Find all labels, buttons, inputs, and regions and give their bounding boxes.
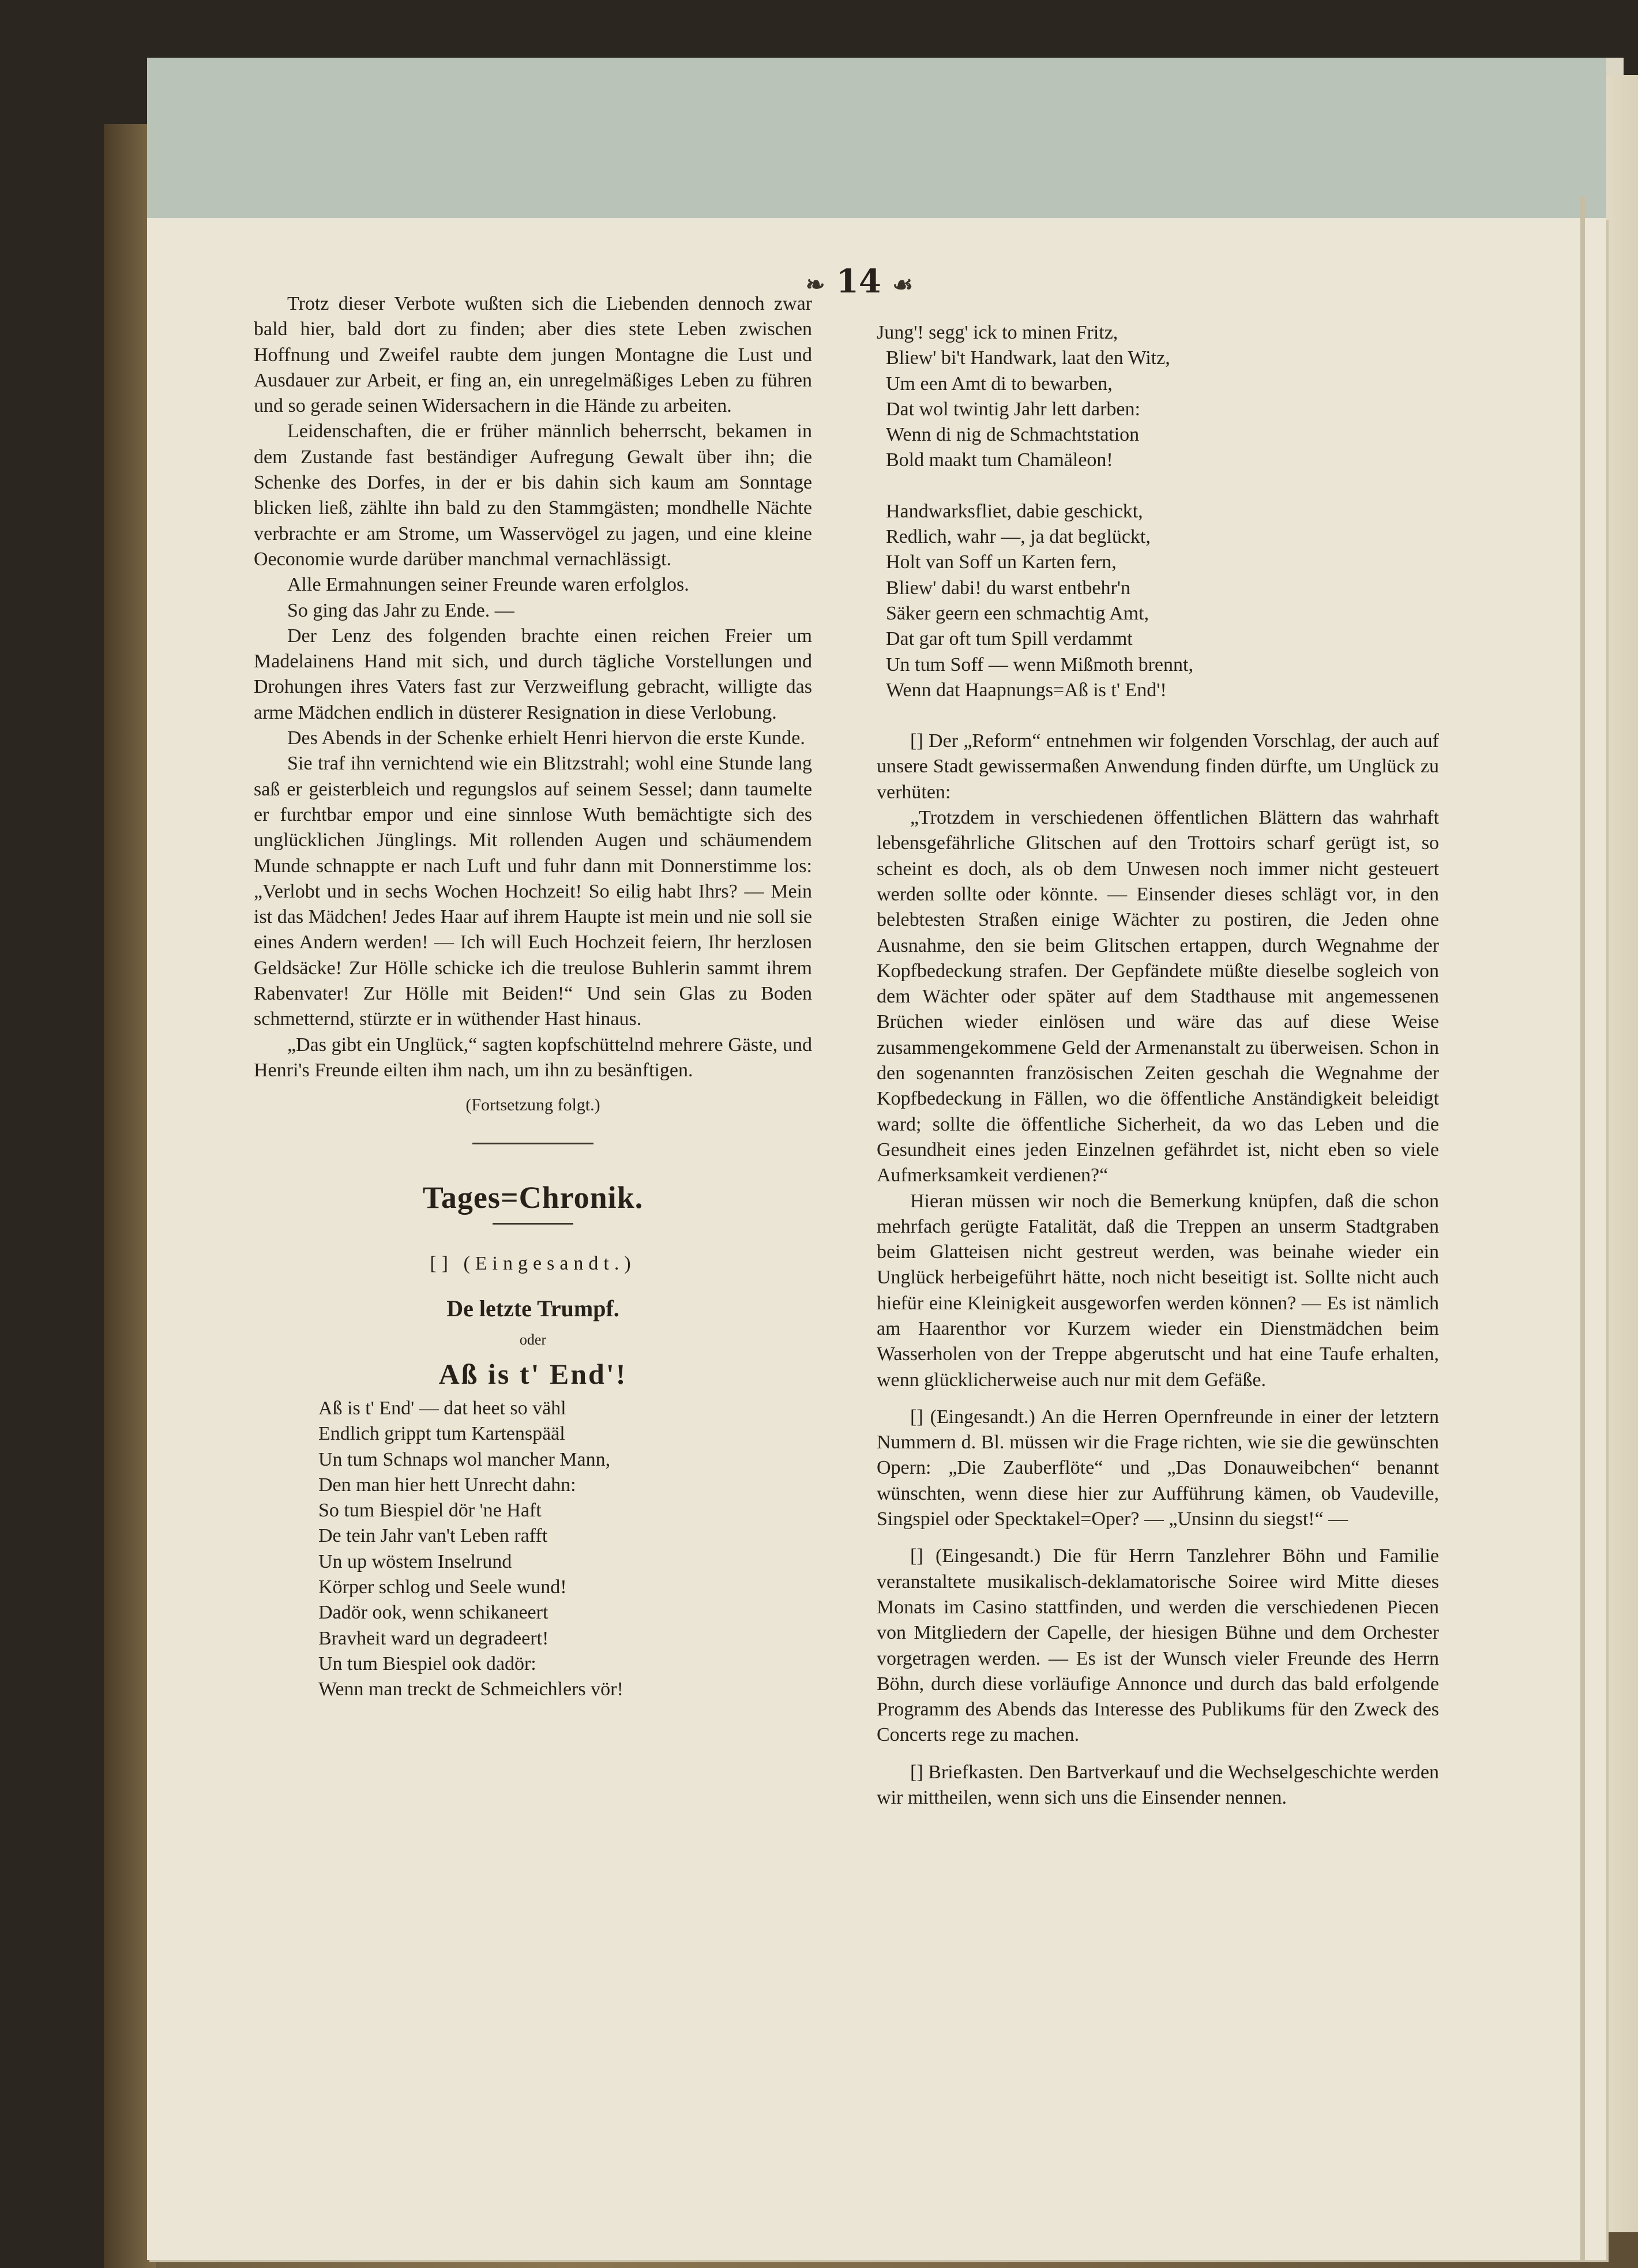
story-paragraph: Der Lenz des folgenden brachte einen reichen Freier um Madelainens Hand mit sich, und durch tägliche Vorstellungen und Drohungen ihres Vaters fast zur Verzweiflung gebracht, willigte das arme Mädchen endlich in düsterer Resignation in diese Verlobung. bbox=[254, 625, 812, 723]
poem-stanza-2 bbox=[877, 499, 1439, 703]
poem-line: Um een Amt di to bewarben, bbox=[886, 373, 1113, 395]
ornament-left-icon: ❧ bbox=[805, 271, 825, 298]
poem-verses bbox=[254, 1396, 812, 1703]
reform-intro: [] Der „Reform“ entnehmen wir folgenden Vorschlag, der auch auf unsere Stadt gewissermaßen Anwendung finden dürfte, um Unglück zu verhüten: bbox=[877, 730, 1439, 803]
story-paragraph: Trotz dieser Verbote wußten sich die Liebenden dennoch zwar bald hier, bald dort zu finden; aber dies stete Leben zwischen Hoffnung und Zweifel raubte dem jungen Montagne die Lust und Ausdauer zur Arbeit, er fing an, ein unregelmäßiges Leben zu führen und so gerade seinen Widersachern in die Hände zu arbeiten. bbox=[254, 293, 812, 417]
article-gap bbox=[877, 1393, 1439, 1405]
poem-subtitle: Aß is t' End'! bbox=[438, 1357, 628, 1390]
poem-line: Den man hier hett Unrecht dahn: bbox=[318, 1474, 576, 1496]
story-paragraph: Leidenschaften, die er früher männlich beherrscht, bekamen in dem Zustande fast beständiger Aufregung Gewalt über ihn; die Schenke des Dorfes, in der er bis dahin sich kaum am Sonntage blicken ließ, zählte ihn bald zu den Stammgästen; mondhelle Nächte verbrachte er am Strome, um Wasservögel zu jagen, und eine kleine Oeconomie wurde darüber manchmal vernachlässigt. bbox=[254, 420, 812, 570]
opera-note: [] (Eingesandt.) An die Herren Opernfreunde in einer der letztern Nummern d. Bl. müssen wir die Frage richten, wie sie die gewünschten Opern: „Die Zauberflöte“ und „Das Donauweibchen“ benannt wünschten, wenn diese hier zur Aufführung kämen, ob Vaudeville, Singspiel oder Specktakel=Oper? — „Unsinn du siegst!“ — bbox=[877, 1406, 1439, 1530]
story-paragraph: So ging das Jahr zu Ende. — bbox=[287, 599, 514, 621]
poem-line: Wenn man treckt de Schmeichlers vör! bbox=[318, 1679, 623, 1700]
poem-line: Dadör ook, wenn schikaneert bbox=[318, 1602, 548, 1624]
poem-line: Bliew' bi't Handwark, laat den Witz, bbox=[886, 347, 1170, 369]
letterbox-note: [] Briefkasten. Den Bartverkauf und die Wechselgeschichte werden wir mittheilen, wenn sich uns die Einsender nennen. bbox=[877, 1761, 1439, 1809]
blue-paper-strip bbox=[147, 58, 1606, 221]
poem-line: Wenn dat Haapnungs=Aß is t' End'! bbox=[886, 679, 1167, 701]
poem-line: Dat gar oft tum Spill verdammt bbox=[886, 628, 1133, 650]
heading-underline bbox=[493, 1223, 573, 1225]
article-gap bbox=[877, 703, 1439, 729]
story-paragraph: „Das gibt ein Unglück,“ sagten kopfschüttelnd mehrere Gäste, und Henri's Freunde eilten ihm nach, um ihn zu besänftigen. bbox=[254, 1034, 812, 1081]
poem-line: Säker geern een schmachtig Amt, bbox=[886, 602, 1149, 624]
poem-stanza-1 bbox=[877, 320, 1439, 474]
poem-line: So tum Biespiel dör 'ne Haft bbox=[318, 1500, 542, 1522]
ornament-right-icon: ☙ bbox=[892, 271, 914, 298]
poem-line: Bold maakt tum Chamäleon! bbox=[886, 449, 1113, 471]
poem-line: Körper schlog und Seele wund! bbox=[318, 1576, 567, 1598]
poem-line: Holt van Soff un Karten fern, bbox=[886, 551, 1117, 573]
poem-line: Handwarksfliet, dabie geschickt, bbox=[886, 500, 1143, 522]
poem-line: Dat wol twintig Jahr lett darben: bbox=[886, 398, 1140, 420]
poem-line: Aß is t' End' — dat heet so vähl bbox=[318, 1397, 566, 1419]
story-paragraph: Sie traf ihn vernichtend wie ein Blitzstrahl; wohl eine Stunde lang saß er geisterbleich und regungslos auf seinem Sessel; dann taumelte er furchtbar empor und eine sinnlose Wuth bemächtigte sich des unglücklichen Jünglings. Mit rollenden Augen und schäumendem Munde schnappte er nach Luft und fuhr dann mit Donnerstimme los: „Verlobt und in sechs Wochen Hochzeit! So eilig habt Ihrs? — Mein ist das Mädchen! Jedes Haar auf ihrem Haupte ist mein und nie soll sie eines Andern werden! — Ich will Euch Hochzeit feiern, Ihr herzlosen Geldsäcke! Zur Hölle schicke ich die treulose Buhlerin sammt ihrem Rabenvater! Zur Hölle mit Beiden!“ Und sein Glas zu Boden schmetternd, stürzte er in wüthender Hast hinaus. bbox=[254, 753, 812, 1030]
soiree-note: [] (Eingesandt.) Die für Herrn Tanzlehrer Böhn und Familie veranstaltete musikalisch-deklamatorische Soiree wird Mitte dieses Monats im Casino stattfinden, und werden die verschiedenen Piecen von Mitgliedern der Capelle, der hiesigen Bühne und dem Orchester vorgetragen werden. — Es ist der Wunsch vieler Freunde des Herrn Böhn, durch diese vorläufige Annonce und durch das bald erfolgende Programm des Abends das Interesse des Publikums für den Zweck des Concerts rege zu machen. bbox=[877, 1545, 1439, 1746]
poem-title: De letzte Trumpf. bbox=[446, 1296, 619, 1322]
poem-oder: oder bbox=[519, 1331, 547, 1349]
poem-line: De tein Jahr van't Leben rafft bbox=[318, 1525, 548, 1547]
poem-line: Redlich, wahr —, ja dat beglückt, bbox=[886, 526, 1151, 548]
poem-line: Un tum Soff — wenn Mißmoth brennt, bbox=[886, 654, 1193, 675]
stanza-gap bbox=[877, 474, 1439, 499]
poem-line: Bravheit ward un degradeert! bbox=[318, 1627, 549, 1649]
poem-line: Wenn di nig de Schmachtstation bbox=[886, 424, 1140, 446]
section-heading: Tages=Chronik. bbox=[422, 1180, 644, 1215]
section-divider bbox=[472, 1143, 593, 1144]
page-fold-shadow bbox=[1580, 196, 1585, 2261]
poem-line: Un tum Schnaps wol mancher Mann, bbox=[318, 1448, 611, 1470]
page-number-value: 14 bbox=[836, 262, 881, 301]
submitted-tag: [] (Eingesandt.) bbox=[430, 1252, 636, 1274]
continuation-note: (Fortsetzung folgt.) bbox=[465, 1095, 600, 1115]
poem-line: Jung'! segg' ick to minen Fritz, bbox=[877, 322, 1118, 343]
article-gap bbox=[877, 1532, 1439, 1544]
reform-comment: Hieran müssen wir noch die Bemerkung knüpfen, daß die schon mehrfach gerügte Fatalität, daß die Treppen an unserm Stadtgraben beim Glatteisen nicht gestreut werden, was beinahe wieder ein Unglück herbeigeführt hätte, noch nicht beseitigt ist. Sollte nicht auch hiefür eine Kleinigkeit ausgeworfen werden können? — Es ist nämlich am Haarenthor vor Kurzem wieder ein Dienstmädchen beim Wasserholen von der Treppe abgerutscht und hat eine Taufe erhalten, wenn glücklicherweise auch nur mit dem Gefäße. bbox=[877, 1190, 1439, 1391]
reform-quote: „Trotzdem in verschiedenen öffentlichen Blättern das wahrhaft lebensgefährliche Glitschen auf den Trottoirs scharf gerügt ist, so scheint es doch, als ob dem Unwesen noch immer nicht gesteuert werden sollte oder könnte. — Einsender dieses schlägt vor, in den belebtesten Straßen einige Wächter zu postiren, die Jeden ohne Ausnahme, den sie beim Glitschen ertappen, durch Wegnahme der Kopfbedeckung strafen. Der Gepfändete müßte dieselbe sogleich von dem Wächter oder später auf dem Stadthause mit angemessenen Brüchen wieder einlösen und wäre das auf diese Weise zusammengekommene Geld der Armenanstalt zu überweisen. Schon in den sogenannten französischen Zeiten geschah die Wegnahme der Kopfbedeckung in Fällen, wo die öffentliche Anständigkeit beleidigt ward; sollte die öffentliche Sicherheit, da wo das Leben und die Gesundheit eines jeden Einzelnen gefährdet ist, nicht eben so viele Aufmerksamkeit verdienen?“ bbox=[877, 807, 1439, 1186]
article-gap bbox=[877, 1748, 1439, 1760]
poem-line: Endlich grippt tum Kartenspääl bbox=[318, 1423, 565, 1445]
story-paragraph: Des Abends in der Schenke erhielt Henri hiervon die erste Kunde. bbox=[287, 727, 805, 749]
poem-line: Bliew' dabi! du warst entbehr'n bbox=[886, 577, 1130, 599]
poem-line: Un up wöstem Inselrund bbox=[318, 1550, 512, 1572]
story-paragraph: Alle Ermahnungen seiner Freunde waren erfolglos. bbox=[287, 574, 689, 596]
poem-line: Un tum Biespiel ook dadör: bbox=[318, 1653, 536, 1674]
left-column bbox=[254, 291, 812, 1703]
right-column bbox=[877, 320, 1439, 1811]
